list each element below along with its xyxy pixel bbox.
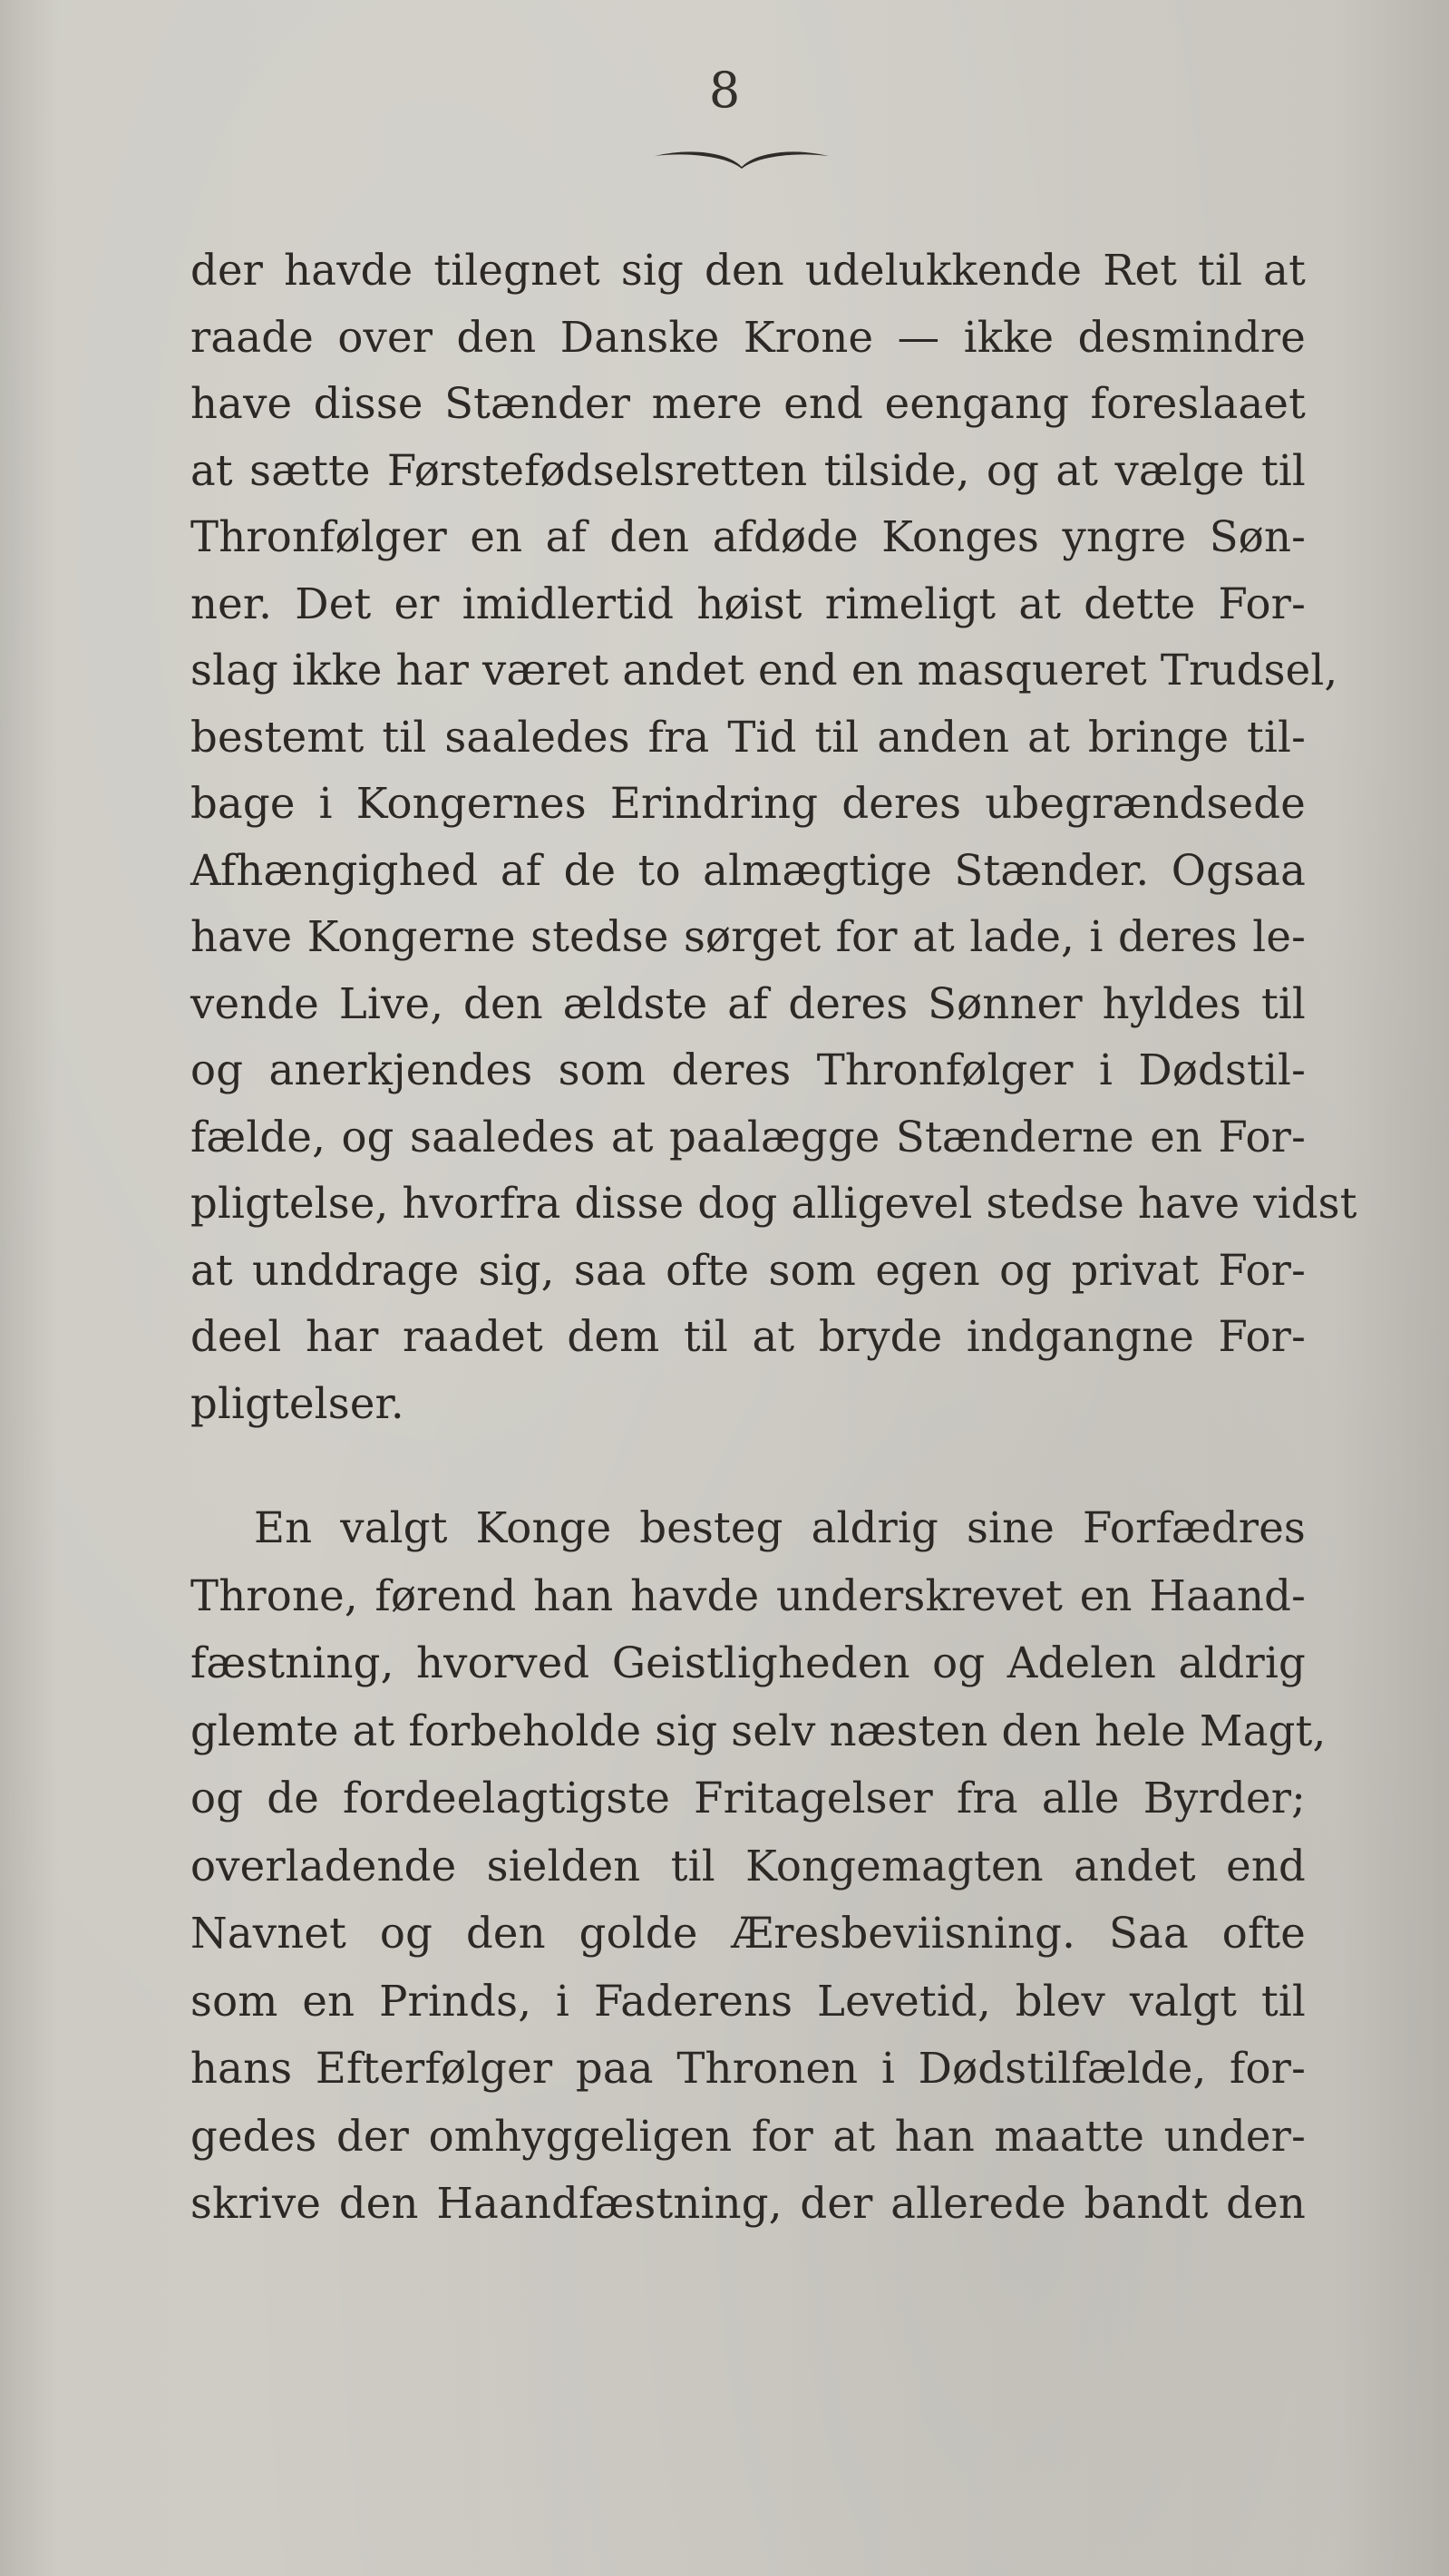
text-line: at unddrage sig, saa ofte som egen og privat For- [190,1245,1306,1295]
text-line: vende Live, den ældste af deres Sønner hyldes til [190,978,1306,1028]
text-line: pligtelse, hvorfra disse dog alligevel stedse have vidst [190,1179,1357,1228]
text-line: have disse Stænder mere end eengang foreslaaet [190,379,1306,428]
text-line: fæstning, hvorved Geistligheden og Adelen aldrig [190,1638,1306,1687]
text-line: Afhængighed af de to almægtige Stænder. Ogsaa [190,845,1306,895]
text-line: Thronfølger en af den afdøde Konges yngre Søn- [190,512,1306,561]
text-line: deel har raadet dem til at bryde indgangne For- [190,1312,1306,1361]
text-line: skrive den Haandfæstning, der allerede bandt den [190,2179,1306,2228]
text-line: Navnet og den golde Æresbeviisning. Saa ofte [190,1909,1306,1958]
paragraph-1 [190,238,1357,1437]
text-line: have Kongerne stedse sørget for at lade, i deres le- [190,912,1306,961]
text-line: En valgt Konge besteg aldrig sine Forfædres [254,1503,1306,1552]
text-line: hans Efterfølger paa Thronen i Dødstilfælde, for- [190,2044,1306,2093]
text-line: pligtelser. [190,1378,404,1428]
text-line: at sætte Førstefødselsretten tilside, og at vælge til [190,445,1306,495]
paragraph-2 [190,1494,1327,2238]
text-line: og de fordeelagtigste Fritagelser fra alle Byrder; [190,1774,1306,1823]
text-line: glemte at forbeholde sig selv næsten den hele Magt, [190,1706,1327,1755]
ornament-rule-icon [651,136,832,172]
text-line: slag ikke har været andet end en masqueret Trudsel, [190,646,1338,695]
text-line: der havde tilegnet sig den udelukkende Ret til at [190,246,1306,295]
text-line: som en Prinds, i Faderens Levetid, blev valgt til [190,1976,1306,2026]
text-line: raade over den Danske Krone — ikke desmindre [190,312,1306,362]
text-line: fælde, og saaledes at paalægge Stænderne en For- [190,1112,1306,1162]
text-line: bage i Kongernes Erindring deres ubegrændsede [190,779,1306,828]
text-line: bestemt til saaledes fra Tid til anden at bringe til- [190,712,1306,762]
text-line: Throne, førend han havde underskrevet en Haand- [190,1570,1306,1620]
text-line: gedes der omhyggeligen for at han maatte under- [190,2111,1306,2161]
text-line: overladende sielden til Kongemagten andet end [190,1841,1306,1891]
text-line: ner. Det er imidlertid høist rimeligt at dette For- [190,578,1306,628]
page-number: 8 [708,62,741,119]
text-line: og anerkjendes som deres Thronfølger i Dødstil- [190,1045,1306,1094]
